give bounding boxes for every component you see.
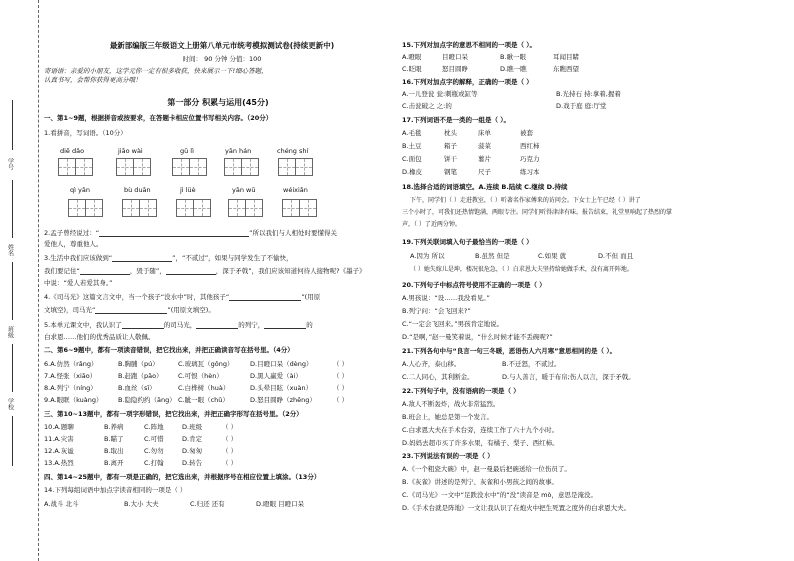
pinyin-label: qì yān — [70, 186, 90, 194]
answer-paren[interactable]: （ ） — [333, 372, 349, 380]
option: 7.A.怪张（xiāo） — [44, 372, 97, 380]
option: 10.A.题聊 — [44, 423, 74, 431]
option: 8.A.列宁（níng） — [44, 384, 97, 392]
exam-notice: 寄语语：亲爱的小朋友，这学元你一定有很多收获，快来展示一下!细心答题， 认真书写，会帮你获得更高分哦！ — [44, 67, 268, 85]
pinyin-label: chéng shí — [277, 147, 309, 155]
option: C.玻璃瓦（gǒng） — [178, 360, 234, 368]
writing-grid[interactable] — [176, 199, 211, 217]
q3-line: 中说：“爱人若爱其身。” — [44, 279, 113, 287]
option: D.匆匆 — [182, 447, 203, 455]
binding-label-name: 姓名 — [6, 244, 14, 256]
q6-heading: 二、第6~9题中，都有一项读音错误，把它找出来，并把正确读音写在括号里。（4分） — [44, 346, 294, 354]
pinyin-label: gū lì — [180, 147, 194, 155]
option: B.隐隐约约（āng） — [118, 396, 176, 404]
q4-line: 文填空)，司马光“ ”(用原文填空)。 — [44, 305, 215, 314]
option[interactable]: D.“是啊，”赵一曼笑着说，“什么时候才能不丢碗呢?” — [402, 333, 553, 341]
exam-meta: 时间： 90 分钟 分值：100 — [182, 55, 262, 63]
option: C.可恨（hèn） — [178, 372, 223, 380]
option[interactable]: A.因为 所以 — [410, 252, 445, 260]
option: C.阵地 — [144, 423, 164, 431]
option[interactable]: C.如果 就 — [538, 252, 567, 260]
option: B.离开 — [104, 459, 124, 467]
option[interactable]: C.《司马光》一文中“足跌没水中”的“没”读音是 mò，意思是淹没。 — [402, 491, 597, 499]
q23-question: 23.下列说法有误的一项是（ ） — [402, 452, 494, 460]
q1-heading: 一、第1~9题，根据拼音或按要求，在答题卡相应位置书写相关内容。（20分） — [44, 114, 273, 122]
option: 12.A.灰谧 — [44, 447, 74, 455]
option: C.可惜 — [144, 435, 164, 443]
writing-grid[interactable] — [282, 199, 317, 217]
option[interactable]: A.《一个粗瓷大碗》中，赵一曼最后把碗送给一位伤员了。 — [402, 465, 571, 473]
q10-heading: 三、第10~13题中，都有一项字形错误，把它找出来，并把正确字形写在括号里。（2分） — [44, 410, 303, 418]
option: 耳闻目睹 — [553, 53, 579, 61]
option[interactable]: D.瞧一瞧 — [500, 65, 527, 73]
q1-sub: 1.看拼音，写词语。（10分） — [44, 129, 127, 137]
option[interactable]: B.大小 大夫 — [124, 500, 159, 508]
option[interactable]: A.一儿登瓮 瓮:刺瓶或缸等 — [402, 90, 478, 98]
pinyin-label: jiāo wài — [118, 147, 143, 155]
q3-line: 3.生活中我们应该做到“ ”，“不贰过”，如果与同学发生了不愉快， — [44, 253, 293, 262]
option[interactable]: A.毛毯 — [402, 129, 422, 137]
writing-grid[interactable] — [68, 199, 103, 217]
option[interactable]: B.光持石 持:拿着,握着 — [556, 90, 621, 98]
q18-question: 18.选择合适的词语填空。A.连续 B.陆续 C.继续 D.持续 — [402, 183, 568, 191]
option[interactable]: B.列宁问：“会飞回来?” — [402, 307, 471, 315]
answer-paren[interactable]: （ ） — [333, 396, 349, 404]
option[interactable]: C.二人同心，其利断金。 — [402, 373, 474, 381]
q18-passage: 三个小时了，可我们还热情饱满，两眼专注。同学们听得津津有味。报告结束，礼堂里响起了热烈的掌 — [402, 209, 673, 216]
option[interactable]: D.瞪眼 目瞪口呆 — [256, 500, 305, 508]
writing-grid[interactable] — [116, 158, 151, 176]
option: D.黑人赢爱（ài） — [250, 372, 302, 380]
option: B.取出 — [104, 447, 124, 455]
option[interactable]: B.瞅一眼 — [500, 53, 527, 61]
pinyin-label: bù duān — [124, 186, 151, 194]
option: 怒目圆睁 — [442, 65, 468, 73]
option-text: 枕头 — [444, 129, 457, 137]
answer-paren[interactable]: （ ） — [333, 384, 349, 392]
option: 9.A.眼眶（kuàng） — [44, 396, 103, 404]
option-text: 床单 — [478, 129, 491, 137]
option[interactable]: B.不迁怒，不贰过。 — [502, 360, 561, 368]
option[interactable]: C.击瓮破之 之:的 — [402, 102, 452, 110]
q3-line: 我们要记住“ ，毁于随”， ，深于矛戟”，我们应该知道何待人接物呢?《墨子》 — [44, 266, 366, 275]
q18-passage: 下午，同学们（ ）走进教室，（ ）听著名作家傅来的访问会。下女士上午已经（ ）讲了 — [410, 197, 641, 204]
option-text: 西红柿 — [520, 142, 540, 150]
binding-line — [12, 180, 13, 238]
answer-paren[interactable]: （ ） — [222, 447, 238, 455]
option: C.白桦树（huà） — [178, 384, 230, 392]
option: B.赶跑（pāo） — [118, 372, 163, 380]
option: D.肯定 — [182, 435, 203, 443]
option[interactable]: B.土豆 — [402, 142, 422, 150]
option[interactable]: C.归还 还有 — [190, 500, 225, 508]
option-text: 尺子 — [478, 168, 491, 176]
option[interactable]: D.与人善言，暖于布帛;伤人以言，深于矛戟。 — [502, 373, 635, 381]
binding-line — [12, 262, 13, 320]
option: C.打翰 — [144, 459, 164, 467]
q2-line: 爱他人，尊重他人。 — [44, 240, 103, 248]
option[interactable]: D.《手术台就是阵地》一文让我认识了在炮火中把生死置之度外的白求恩大夫。 — [402, 504, 631, 512]
pinyin-label: yān hán — [225, 147, 252, 155]
answer-paren[interactable]: （ ） — [222, 435, 238, 443]
option[interactable]: C.面包 — [402, 155, 422, 163]
q18-passage: 声，（ ）了近两分钟。 — [402, 221, 461, 228]
answer-paren[interactable]: （ ） — [222, 423, 238, 431]
option: 目瞪口呆 — [442, 53, 468, 61]
option[interactable]: B.虽然 但是 — [475, 252, 510, 260]
binding-line — [12, 416, 13, 466]
option[interactable]: B.《灰雀》讲述的是列宁、灰雀和小男孩之间的故事。 — [402, 478, 559, 486]
option[interactable]: B.班会上，她总是第一个发言。 — [402, 413, 494, 421]
option[interactable]: C.“一定会飞回来。”男孩肯定地说。 — [402, 320, 504, 328]
option: D.怒目圆睁（zhēng） — [250, 396, 316, 404]
binding-label-student-id: 学号 — [6, 158, 14, 170]
binding-line — [12, 344, 13, 392]
option[interactable]: A.人心齐，泰山移。 — [402, 360, 461, 368]
binding-label-class: 班级 — [6, 326, 14, 338]
q20-question: 20.下列句子中标点符号使用不正确的一项是（ ） — [402, 281, 546, 289]
binding-margin — [0, 0, 39, 561]
answer-paren[interactable]: （ ） — [333, 360, 349, 368]
q4-line: 4.《司马光》这篇文言文中，当一个孩子“没水中”时，其他孩子“ ”(用原 — [44, 292, 321, 301]
option[interactable]: D.不但 而且 — [598, 252, 634, 260]
option: B.养病 — [104, 423, 124, 431]
q17-question: 17.下列词语不是一类的一组是（ ）。 — [402, 116, 511, 124]
option[interactable]: D.妈妈去超市买了许多水果，有橘子、梨子、西红柿。 — [402, 439, 559, 447]
option: D.班级 — [182, 423, 203, 431]
option-text: 菠菜 — [478, 142, 491, 150]
option-text: 薯片 — [478, 155, 491, 163]
writing-grid[interactable] — [122, 199, 157, 217]
writing-grid[interactable] — [172, 158, 207, 176]
option[interactable]: C.白求恩大夫在手术台旁，连续工作了六十九个小时。 — [402, 426, 559, 434]
option[interactable]: A.战斗 北斗 — [44, 500, 79, 508]
option[interactable]: D.戏于庭 庭:厅堂 — [556, 102, 607, 110]
section-title: 第一部分 积累与运用(45分) — [167, 98, 269, 107]
option: 13.A.热烈 — [44, 459, 74, 467]
option[interactable]: C.眨眼 — [402, 65, 422, 73]
pinyin-label: jì lüè — [180, 186, 196, 194]
writing-grid[interactable] — [224, 158, 259, 176]
writing-grid[interactable] — [228, 199, 263, 217]
option-text: 箱子 — [444, 142, 457, 150]
answer-paren[interactable]: （ ） — [222, 459, 238, 467]
q2-line: 2.孟子曾经说过：“ ”所以我们与人相处时要懂得关 — [44, 228, 337, 237]
q21-question: 21.下列各句中与“良言一句三冬暖，恶语伤人六月寒”意思相同的是（ ）。 — [402, 347, 617, 355]
pinyin-label: wéixiǎn — [283, 186, 308, 194]
option: C.眦一眼（chǔ） — [178, 396, 229, 404]
q19-question: 19.下列关联词填入句子最恰当的一项是（ ） — [402, 238, 533, 246]
pinyin-label: diē dǎo — [60, 147, 85, 155]
binding-line — [12, 100, 13, 150]
writing-grid[interactable] — [278, 158, 313, 176]
pinyin-label: yān wū — [232, 186, 256, 194]
writing-grid[interactable] — [58, 158, 93, 176]
option: B.血丝（sī） — [118, 384, 156, 392]
exam-title: 最新部编版三年级语文上册第八单元市统考模拟测试卷(持续更新中) — [109, 41, 335, 50]
option: D.目瞪口呆（dèng） — [250, 360, 313, 368]
q14-heading: 四、第14~25题中，都有一项是正确的，把它选出来，并根据序号在相应位置上填涂。（13分） — [44, 473, 321, 481]
q16-question: 16.下列对加点字的解释，正确的一项是（ ） — [402, 78, 533, 86]
option-text: 练习本 — [520, 168, 540, 176]
option: C.勿勿 — [144, 447, 164, 455]
binding-label-school: 学校 — [6, 398, 14, 410]
q5-line: 5.本单元课文中，我认识了 的司马光， 的列宁， 的 — [44, 320, 313, 329]
option[interactable]: A.瞪眼 — [402, 53, 422, 61]
option: 东瞧西望 — [553, 65, 579, 73]
q15-question: 15.下列对加点字的意思不相同的一项是（ ）。 — [402, 41, 537, 49]
option-text: 钢笔 — [444, 168, 457, 176]
q22-question: 22.下列句子中，没有语病的一项是（ ） — [402, 387, 520, 395]
option-text: 饼干 — [444, 155, 457, 163]
option: B.胸脯（pú） — [118, 360, 159, 368]
option: D.转告 — [182, 459, 203, 467]
option: 11.A.灾害 — [44, 435, 74, 443]
option-text: 被套 — [520, 129, 533, 137]
q5-line: 白求恩……他们的优秀品质让人敬佩。 — [44, 333, 155, 341]
option: D.头晕目眩（xuàn） — [250, 384, 313, 392]
option: B.瞄了 — [104, 435, 124, 443]
option: 6.A.仿然（rǎng） — [44, 360, 98, 368]
option[interactable]: D.橡皮 — [402, 168, 423, 176]
q14-question: 14.下列每组词语中加点字读音相同的一项是（ ） — [44, 486, 187, 494]
option[interactable]: A.男孩说：“设……我没看见。” — [402, 294, 490, 302]
option-text: 巧克力 — [520, 155, 540, 163]
q19-passage: （ ）她失嫁儿是坤，楼况很危急，（ ）白求恩大夫坚持给她做手术，没有离开阵地。 — [410, 266, 633, 273]
option[interactable]: A.敌人不断轰炸，战火非常猛烈。 — [402, 400, 500, 408]
